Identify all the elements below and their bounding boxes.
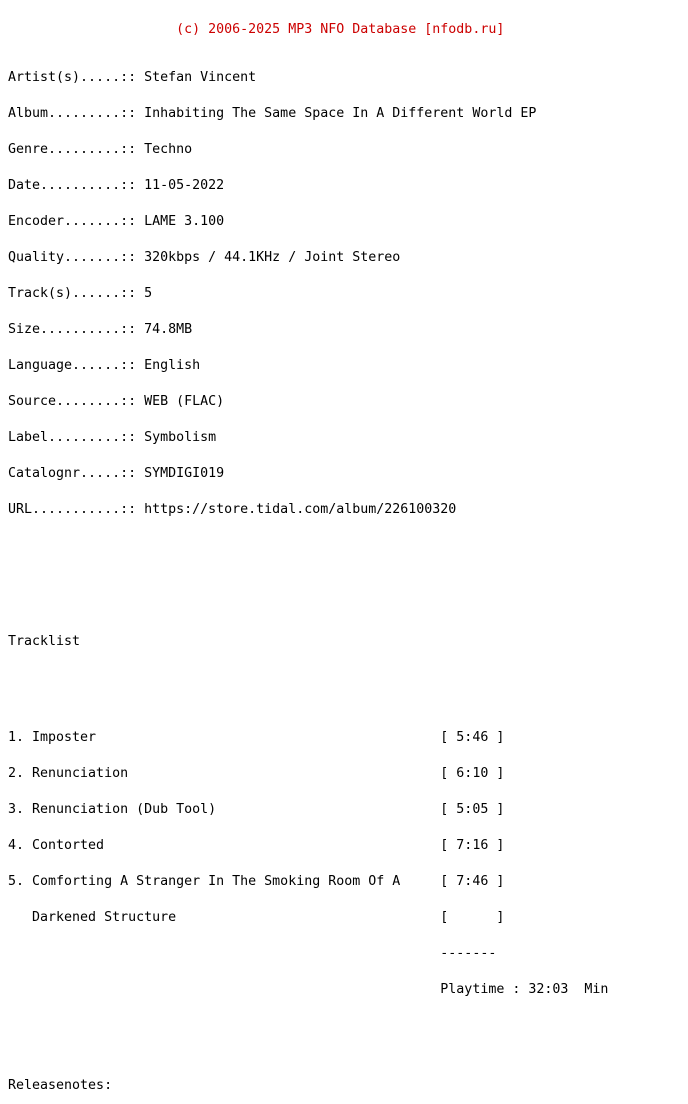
info-tracks: Track(s)......:: 5 [8,286,153,301]
info-encoder: Encoder.......:: LAME 3.100 [8,214,225,229]
copyright-line: (c) 2006-2025 MP3 NFO Database [nfodb.ru] [8,22,505,37]
playtime-separator: ------- [8,946,497,961]
track-line: 1. Imposter [ 5:46 ] [8,730,505,745]
track-line: 5. Comforting A Stranger In The Smoking Room Of A [ 7:46 ] [8,874,505,889]
info-genre: Genre.........:: Techno [8,142,193,157]
releasenotes-heading: Releasenotes: [8,1078,113,1093]
track-line: 4. Contorted [ 7:16 ] [8,838,505,853]
nfo-document [8,0,680,1104]
track-line: 3. Renunciation (Dub Tool) [ 5:05 ] [8,802,505,817]
info-source: Source........:: WEB (FLAC) [8,394,225,409]
info-catalognr: Catalognr.....:: SYMDIGI019 [8,466,225,481]
info-label: Label.........:: Symbolism [8,430,217,445]
info-url: URL...........:: https://store.tidal.com/album/226100320 [8,502,457,517]
spacer [8,684,680,696]
spacer [8,1032,680,1044]
tracklist-heading: Tracklist [8,634,81,649]
spacer [8,588,680,600]
info-artist: Artist(s).....:: Stefan Vincent [8,70,257,85]
track-line: Darkened Structure [ ] [8,910,505,925]
track-line: 2. Renunciation [ 6:10 ] [8,766,505,781]
playtime-total: Playtime : 32:03 Min [8,982,609,997]
info-quality: Quality.......:: 320kbps / 44.1KHz / Joint Stereo [8,250,401,265]
info-date: Date..........:: 11-05-2022 [8,178,225,193]
info-size: Size..........:: 74.8MB [8,322,193,337]
spacer [8,552,680,564]
info-album: Album.........:: Inhabiting The Same Space In A Different World EP [8,106,537,121]
info-language: Language......:: English [8,358,201,373]
